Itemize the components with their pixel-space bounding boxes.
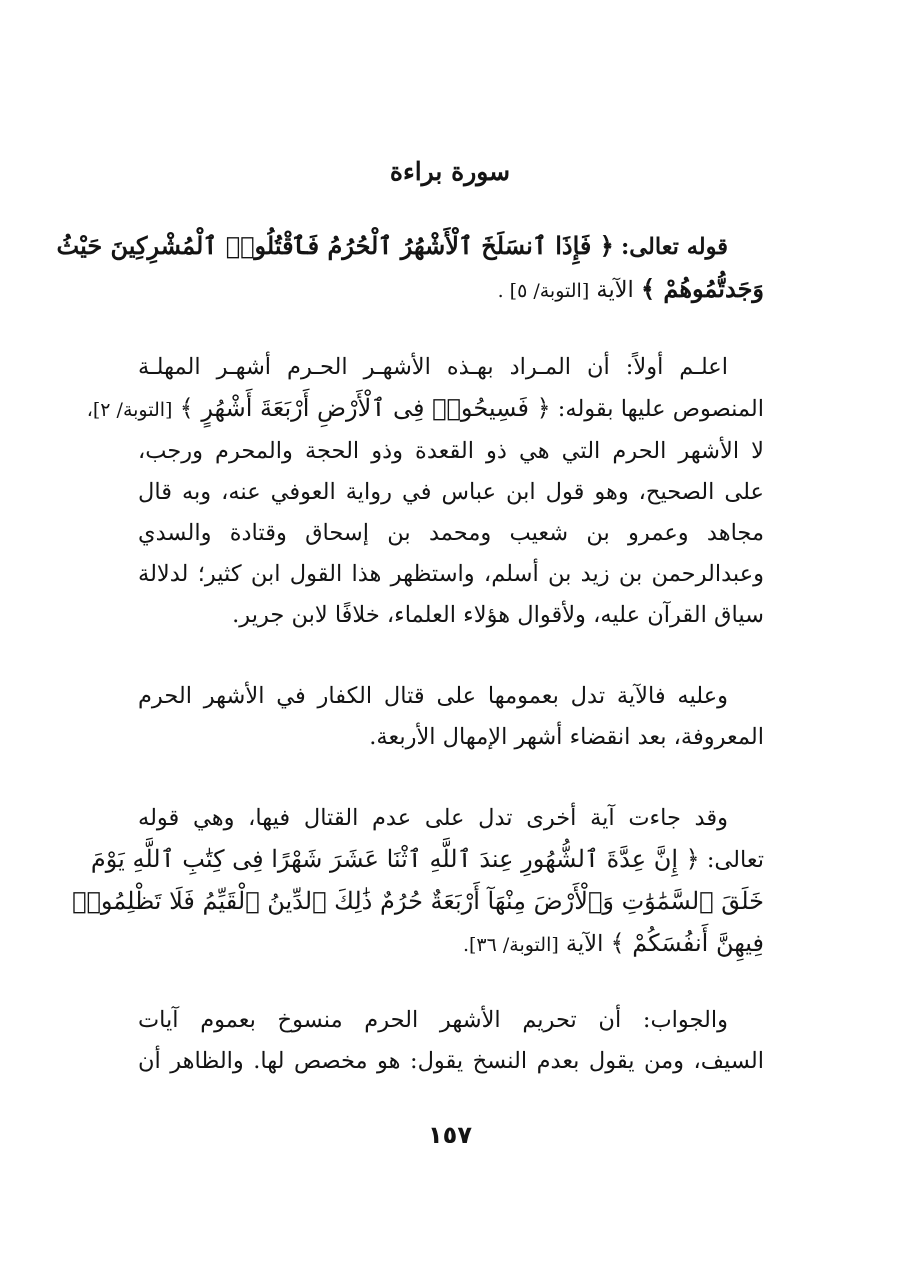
text-line: مجاهد وعمرو بن شعيب ومحمد بن إسحاق وقتادة والسدي [138, 520, 764, 546]
quran-quote: ﴿ إِنَّ عِدَّةَ ٱلشُّهُورِ عِندَ ٱللَّهِ ٱثْنَا عَشَرَ شَهْرًا فِى كِتَٰبِ ٱللَّهِ يَوْمَ [90, 845, 700, 873]
text-line: اعلـم أولاً: أن المـراد بهـذه الأشهـر الحـرم أشهـر المهلـة [138, 354, 728, 380]
paragraph-second [138, 676, 764, 758]
quran-quote: ﴿ فَإِذَا ٱنسَلَخَ ٱلْأَشْهُرُ ٱلْحُرُمُ فَٱقْتُلُوا۟ ٱلْمُشْرِكِينَ حَيْثُ [56, 231, 614, 260]
text-line [56, 225, 764, 268]
text-line: سياق القرآن عليه، ولأقوال هؤلاء العلماء، خلافًا لابن جرير. [232, 602, 764, 628]
paragraph-first [86, 347, 764, 636]
quran-quote: ﴿ فَسِيحُوا۟ فِى ٱلْأَرْضِ أَرْبَعَةَ أَشْهُرٍ ﴾ [179, 394, 551, 422]
text-line: وقد جاءت آية أخرى تدل على عدم القتال فيها، وهي قوله [138, 805, 728, 831]
text-line: لا الأشهر الحرم التي هي ذو القعدة وذو الحجة والمحرم ورجب، [138, 438, 764, 464]
text-line: وعبدالرحمن بن زيد بن أسلم، واستظهر هذا القول ابن كثير؛ لدلالة [138, 561, 764, 587]
verse-reference: [التوبة/ ٥] . [497, 280, 590, 302]
text-line: وعليه فالآية تدل بعمومها على قتال الكفار في الأشهر الحرم [138, 683, 728, 709]
quran-quote: خَلَقَ ٱلسَّمَٰوَٰتِ وَٱلْأَرْضَ مِنْهَآ أَرْبَعَةٌ حُرُمٌ ذَٰلِكَ ٱلدِّينُ ٱلْقَيِّمُ فَلَا تَظْلِمُوا۟ [72, 887, 764, 915]
quran-quote: وَجَدتُّمُوهُمْ ﴾ [640, 274, 764, 303]
text-line [86, 388, 764, 431]
line-text: تعالى: [706, 847, 764, 873]
line-text: المنصوص عليها بقوله: [557, 396, 764, 422]
page-title: سورة براءة [389, 157, 511, 186]
text-line: المعروفة، بعد انقضاء أشهر الإمهال الأربعة. [369, 724, 764, 750]
text-line: والجواب: أن تحريم الأشهر الحرم منسوخ بعموم آيات [138, 1007, 728, 1033]
text-line [138, 923, 764, 966]
text-line [90, 839, 764, 881]
verse-tail: الآية [565, 931, 604, 957]
paragraph-third [72, 798, 764, 966]
verse-heading-paragraph [56, 225, 764, 312]
verse-lead: قوله تعالى: [620, 234, 728, 260]
text-line: السيف، ومن يقول بعدم النسخ يقول: هو مخصص لها. والظاهر أن [138, 1048, 764, 1074]
text-line: على الصحيح، وهو قول ابن عباس في رواية العوفي عنه، وبه قال [138, 479, 764, 505]
verse-tail: الآية [596, 277, 634, 303]
verse-reference: [التوبة/ ٣٦]. [462, 934, 559, 956]
paragraph-fourth [138, 1000, 764, 1082]
verse-reference: [التوبة/ ٢]، [86, 399, 173, 421]
text-line [138, 268, 764, 312]
text-line [72, 881, 764, 923]
page-number: ١٥٧ [428, 1121, 472, 1149]
quran-quote: فِيهِنَّ أَنفُسَكُمْ ﴾ [610, 929, 764, 957]
